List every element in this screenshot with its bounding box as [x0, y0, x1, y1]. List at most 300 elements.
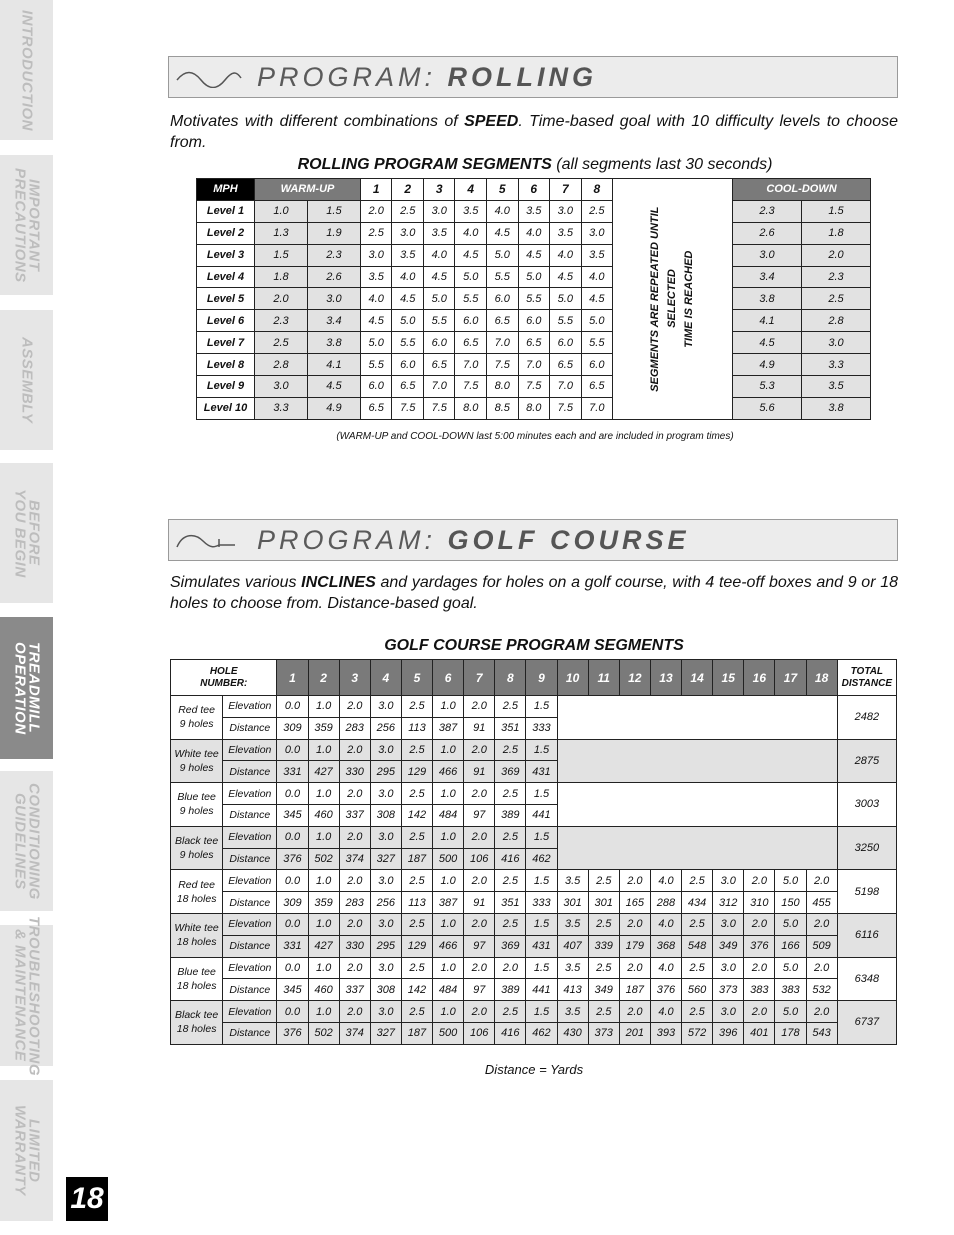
warmup-value: 1.5 — [255, 244, 308, 266]
distance-value: 572 — [682, 1022, 713, 1044]
segment-value: 4.5 — [487, 222, 519, 244]
warmup-value: 3.8 — [307, 332, 360, 354]
elevation-value: 2.5 — [401, 739, 432, 761]
elevation-value: 1.5 — [526, 826, 557, 848]
sidebar-tab-label: CONDITIONING GUIDELINES — [11, 782, 43, 900]
warmup-value: 3.0 — [307, 288, 360, 310]
elevation-value: 2.5 — [495, 1001, 526, 1023]
distance-value: 427 — [308, 935, 339, 957]
elevation-value: 2.5 — [588, 913, 619, 935]
elevation-value: 1.5 — [526, 783, 557, 805]
distance-value: 309 — [277, 717, 308, 739]
segment-value: 6.0 — [392, 354, 424, 376]
distance-value: 283 — [339, 892, 370, 914]
elevation-value: 0.0 — [277, 913, 308, 935]
sidebar-tab-label: INTRODUCTION — [18, 9, 36, 131]
tee-label: Blue tee 18 holes — [171, 957, 223, 1001]
elevation-value: 2.5 — [401, 783, 432, 805]
segment-value: 5.5 — [423, 310, 455, 332]
distance-value: 97 — [464, 935, 495, 957]
repeat-note: SEGMENTS ARE REPEATED UNTIL SELECTED TIME IS REACHED — [649, 206, 696, 392]
page-number: 18 — [66, 1177, 108, 1221]
distance-value: 383 — [775, 979, 806, 1001]
distance-value: 187 — [401, 1022, 432, 1044]
segment-value: 7.0 — [518, 354, 550, 376]
segment-value: 5.5 — [581, 332, 613, 354]
elevation-value: 2.5 — [682, 1001, 713, 1023]
segment-value: 7.5 — [518, 376, 550, 398]
elevation-value: 2.0 — [464, 783, 495, 805]
level-label: Level 5 — [197, 288, 255, 310]
distance-value: 387 — [433, 717, 464, 739]
table-row — [197, 354, 871, 376]
elevation-value: 1.0 — [433, 826, 464, 848]
distance-value: 502 — [308, 848, 339, 870]
rolling-table-title: ROLLING PROGRAM SEGMENTS (all segments last 30 seconds) — [297, 156, 773, 173]
elevation-value: 2.5 — [401, 696, 432, 718]
segment-value: 4.0 — [392, 266, 424, 288]
segment-value: 3.5 — [455, 200, 487, 222]
elevation-value: 1.0 — [308, 913, 339, 935]
elevation-value: 4.0 — [650, 870, 681, 892]
warmup-value: 3.4 — [307, 310, 360, 332]
distance-value: 369 — [495, 935, 526, 957]
distance-value: 309 — [277, 892, 308, 914]
distance-value: 345 — [277, 804, 308, 826]
elevation-value: 2.5 — [682, 957, 713, 979]
elevation-value: 3.0 — [370, 696, 401, 718]
elevation-value: 1.5 — [526, 739, 557, 761]
distance-value: 256 — [370, 717, 401, 739]
elevation-value: 1.0 — [308, 1001, 339, 1023]
elevation-value: 4.0 — [650, 913, 681, 935]
distance-value: 359 — [308, 717, 339, 739]
distance-value: 376 — [277, 1022, 308, 1044]
distance-value: 310 — [744, 892, 775, 914]
segment-value: 7.5 — [487, 354, 519, 376]
segment-header: 4 — [455, 179, 487, 201]
total-distance: 5198 — [837, 870, 896, 914]
tee-label: White tee 18 holes — [171, 913, 223, 957]
distance-value: 327 — [370, 848, 401, 870]
distance-value: 113 — [401, 717, 432, 739]
sidebar-tab[interactable] — [0, 617, 53, 759]
rolling-wave-icon — [175, 66, 243, 88]
distance-value: 427 — [308, 761, 339, 783]
mph-header: MPH — [197, 179, 255, 201]
cooldown-value: 2.6 — [733, 222, 802, 244]
distance-value: 374 — [339, 848, 370, 870]
distance-value: 349 — [588, 979, 619, 1001]
cooldown-value: 4.1 — [733, 310, 802, 332]
distance-value: 308 — [370, 979, 401, 1001]
warmup-value: 1.8 — [255, 266, 308, 288]
sidebar-tab[interactable] — [0, 0, 53, 140]
segment-header: 6 — [518, 179, 550, 201]
sidebar-tab-label: TREADMILL OPERATION — [11, 641, 43, 735]
distance-value: 333 — [526, 717, 557, 739]
hole-number-header: HOLE NUMBER: — [171, 660, 277, 696]
sidebar-tab-label: BEFORE YOU BEGIN — [11, 488, 43, 578]
hole-header: 5 — [401, 660, 432, 696]
segment-value: 6.5 — [423, 354, 455, 376]
golf-footnote: Distance = Yards — [484, 1062, 584, 1077]
segment-value: 4.0 — [360, 288, 392, 310]
elevation-value: 2.5 — [588, 870, 619, 892]
elevation-value: 1.5 — [526, 696, 557, 718]
elevation-value: 2.0 — [619, 957, 650, 979]
repeat-note-cell — [613, 179, 733, 420]
empty-cell — [557, 826, 837, 870]
cooldown-value: 3.0 — [733, 244, 802, 266]
segment-value: 4.5 — [423, 266, 455, 288]
cooldown-value: 1.8 — [801, 222, 870, 244]
segment-value: 8.0 — [455, 397, 487, 419]
elevation-value: 4.0 — [650, 1001, 681, 1023]
distance-value: 376 — [650, 979, 681, 1001]
segment-value: 4.0 — [581, 266, 613, 288]
level-label: Level 1 — [197, 200, 255, 222]
level-label: Level 3 — [197, 244, 255, 266]
hole-header: 9 — [526, 660, 557, 696]
level-label: Level 9 — [197, 376, 255, 398]
segment-value: 6.0 — [423, 332, 455, 354]
distance-value: 389 — [495, 979, 526, 1001]
elevation-value: 1.5 — [526, 957, 557, 979]
elevation-value: 2.0 — [339, 1001, 370, 1023]
distance-value: 106 — [464, 1022, 495, 1044]
cooldown-value: 2.8 — [801, 310, 870, 332]
elevation-value: 2.5 — [682, 913, 713, 935]
segment-value: 3.5 — [392, 244, 424, 266]
distance-value: 312 — [713, 892, 744, 914]
elevation-value: 1.0 — [308, 826, 339, 848]
sidebar-tab[interactable] — [0, 155, 53, 295]
rolling-footnote: (WARM-UP and COOL-DOWN last 5:00 minutes each and are included in program times) — [336, 431, 734, 442]
warmup-value: 2.8 — [255, 354, 308, 376]
hole-header: 17 — [775, 660, 806, 696]
segment-value: 6.5 — [360, 397, 392, 419]
segment-value: 6.0 — [581, 354, 613, 376]
segment-value: 2.5 — [360, 222, 392, 244]
distance-value: 113 — [401, 892, 432, 914]
distance-value: 389 — [495, 804, 526, 826]
warmup-value: 1.9 — [307, 222, 360, 244]
tee-label: White tee 9 holes — [171, 739, 223, 783]
distance-value: 416 — [495, 848, 526, 870]
distance-value: 339 — [588, 935, 619, 957]
segment-value: 3.5 — [423, 222, 455, 244]
elevation-value: 2.0 — [464, 739, 495, 761]
elevation-value: 2.0 — [464, 870, 495, 892]
sidebar-tab-label: ASSEMBLY — [18, 336, 36, 424]
cooldown-value: 3.8 — [801, 397, 870, 419]
table-row — [171, 979, 897, 1001]
cooldown-value: 3.0 — [801, 332, 870, 354]
table-row — [197, 266, 871, 288]
elevation-value: 2.5 — [401, 913, 432, 935]
distance-value: 462 — [526, 848, 557, 870]
warmup-value: 2.5 — [255, 332, 308, 354]
elevation-value: 2.0 — [619, 1001, 650, 1023]
segment-header: 2 — [392, 179, 424, 201]
table-row — [171, 1022, 897, 1044]
elevation-value: 2.0 — [464, 1001, 495, 1023]
distance-value: 359 — [308, 892, 339, 914]
elevation-label: Elevation — [223, 783, 277, 805]
elevation-value: 2.5 — [495, 696, 526, 718]
elevation-value: 5.0 — [775, 913, 806, 935]
elevation-value: 2.0 — [339, 870, 370, 892]
hole-header: 13 — [650, 660, 681, 696]
distance-value: 178 — [775, 1022, 806, 1044]
warmup-value: 3.0 — [255, 376, 308, 398]
hole-header: 11 — [588, 660, 619, 696]
hole-header: 1 — [277, 660, 308, 696]
segment-value: 4.5 — [581, 288, 613, 310]
segment-value: 7.0 — [423, 376, 455, 398]
elevation-value: 2.0 — [806, 870, 837, 892]
elevation-value: 2.0 — [339, 783, 370, 805]
distance-value: 187 — [401, 848, 432, 870]
elevation-value: 1.5 — [526, 870, 557, 892]
segment-value: 2.0 — [360, 200, 392, 222]
hole-header: 15 — [713, 660, 744, 696]
sidebar-tab[interactable] — [0, 771, 53, 911]
warmup-value: 4.5 — [307, 376, 360, 398]
distance-value: 288 — [650, 892, 681, 914]
warmup-value: 4.9 — [307, 397, 360, 419]
distance-value: 301 — [588, 892, 619, 914]
table-row — [171, 892, 897, 914]
segment-value: 5.5 — [455, 288, 487, 310]
distance-value: 97 — [464, 804, 495, 826]
elevation-value: 0.0 — [277, 783, 308, 805]
distance-value: 165 — [619, 892, 650, 914]
segment-value: 4.5 — [518, 244, 550, 266]
segment-value: 6.5 — [487, 310, 519, 332]
distance-value: 91 — [464, 892, 495, 914]
segment-value: 3.0 — [581, 222, 613, 244]
empty-cell — [557, 696, 837, 740]
distance-value: 374 — [339, 1022, 370, 1044]
distance-value: 150 — [775, 892, 806, 914]
elevation-value: 2.0 — [464, 957, 495, 979]
hole-header: 7 — [464, 660, 495, 696]
distance-value: 337 — [339, 804, 370, 826]
distance-value: 548 — [682, 935, 713, 957]
sidebar-tab[interactable] — [0, 1080, 53, 1221]
segment-value: 5.0 — [423, 288, 455, 310]
cooldown-value: 5.6 — [733, 397, 802, 419]
hole-header: 18 — [806, 660, 837, 696]
distance-value: 430 — [557, 1022, 588, 1044]
golf-description: Simulates various INCLINES and yardages for holes on a golf course, with 4 tee-off boxes and 9 or 18 holes to choose from. Distance-based goal. — [170, 574, 899, 612]
segment-value: 3.5 — [360, 266, 392, 288]
elevation-value: 3.5 — [557, 870, 588, 892]
distance-value: 166 — [775, 935, 806, 957]
elevation-value: 1.0 — [308, 957, 339, 979]
elevation-value: 0.0 — [277, 1001, 308, 1023]
distance-value: 434 — [682, 892, 713, 914]
cooldown-value: 3.8 — [733, 288, 802, 310]
distance-value: 441 — [526, 979, 557, 1001]
distance-value: 349 — [713, 935, 744, 957]
hole-header: 4 — [370, 660, 401, 696]
distance-value: 484 — [433, 804, 464, 826]
cooldown-value: 2.5 — [801, 288, 870, 310]
tee-label: Black tee 9 holes — [171, 826, 223, 870]
cooldown-header: COOL-DOWN — [733, 179, 871, 201]
table-row — [197, 397, 871, 419]
elevation-value: 3.5 — [557, 913, 588, 935]
cooldown-value: 4.5 — [733, 332, 802, 354]
table-row — [197, 222, 871, 244]
elevation-value: 2.0 — [806, 957, 837, 979]
segment-value: 6.0 — [518, 310, 550, 332]
elevation-label: Elevation — [223, 957, 277, 979]
warmup-value: 1.3 — [255, 222, 308, 244]
elevation-value: 2.5 — [588, 957, 619, 979]
table-header-row — [197, 179, 871, 201]
golf-table — [170, 659, 897, 1045]
segment-value: 3.5 — [550, 222, 582, 244]
elevation-value: 3.0 — [370, 913, 401, 935]
table-row — [171, 1001, 897, 1023]
total-distance: 3003 — [837, 783, 896, 827]
warmup-value: 2.6 — [307, 266, 360, 288]
elevation-value: 3.0 — [713, 913, 744, 935]
distance-label: Distance — [223, 892, 277, 914]
segment-value: 8.0 — [518, 397, 550, 419]
elevation-value: 3.0 — [370, 957, 401, 979]
distance-value: 383 — [744, 979, 775, 1001]
segment-value: 5.5 — [518, 288, 550, 310]
segment-value: 4.5 — [455, 244, 487, 266]
sidebar-tab[interactable] — [0, 915, 53, 1076]
total-distance: 6116 — [837, 913, 896, 957]
distance-value: 407 — [557, 935, 588, 957]
total-distance: 2482 — [837, 696, 896, 740]
elevation-value: 3.0 — [713, 957, 744, 979]
distance-value: 256 — [370, 892, 401, 914]
elevation-value: 2.5 — [495, 826, 526, 848]
hole-header: 2 — [308, 660, 339, 696]
cooldown-value: 3.4 — [733, 266, 802, 288]
distance-value: 500 — [433, 848, 464, 870]
distance-value: 187 — [619, 979, 650, 1001]
elevation-value: 1.0 — [433, 783, 464, 805]
table-row — [171, 913, 897, 935]
elevation-label: Elevation — [223, 826, 277, 848]
total-distance: 6737 — [837, 1001, 896, 1045]
cooldown-value: 3.5 — [801, 376, 870, 398]
segment-value: 7.0 — [581, 397, 613, 419]
elevation-value: 2.0 — [464, 696, 495, 718]
segment-value: 5.0 — [392, 310, 424, 332]
segment-value: 3.5 — [581, 244, 613, 266]
elevation-value: 0.0 — [277, 826, 308, 848]
sidebar-tab[interactable] — [0, 310, 53, 450]
elevation-value: 1.0 — [433, 739, 464, 761]
distance-value: 455 — [806, 892, 837, 914]
segment-value: 5.0 — [455, 266, 487, 288]
distance-value: 129 — [401, 761, 432, 783]
segment-value: 6.5 — [550, 354, 582, 376]
level-label: Level 7 — [197, 332, 255, 354]
distance-value: 373 — [588, 1022, 619, 1044]
golf-hill-icon — [175, 529, 243, 551]
distance-value: 376 — [744, 935, 775, 957]
sidebar-tab[interactable] — [0, 463, 53, 603]
distance-value: 295 — [370, 761, 401, 783]
distance-label: Distance — [223, 1022, 277, 1044]
warmup-value: 2.3 — [255, 310, 308, 332]
elevation-value: 1.0 — [308, 696, 339, 718]
segment-value: 7.5 — [392, 397, 424, 419]
segment-value: 7.0 — [455, 354, 487, 376]
distance-value: 368 — [650, 935, 681, 957]
hole-header: 10 — [557, 660, 588, 696]
distance-value: 106 — [464, 848, 495, 870]
distance-value: 484 — [433, 979, 464, 1001]
distance-value: 416 — [495, 1022, 526, 1044]
rolling-description: Motivates with different combinations of SPEED. Time-based goal with 10 difficulty levels to choose from. — [170, 113, 899, 151]
table-row — [171, 957, 897, 979]
cooldown-value: 4.9 — [733, 354, 802, 376]
elevation-label: Elevation — [223, 739, 277, 761]
elevation-value: 3.0 — [370, 870, 401, 892]
table-row — [171, 870, 897, 892]
distance-value: 373 — [713, 979, 744, 1001]
segment-value: 5.0 — [581, 310, 613, 332]
segment-value: 3.0 — [392, 222, 424, 244]
distance-value: 560 — [682, 979, 713, 1001]
rolling-header — [168, 56, 898, 98]
elevation-value: 2.0 — [339, 957, 370, 979]
elevation-value: 1.0 — [433, 913, 464, 935]
table-header-row — [171, 660, 897, 696]
empty-cell — [557, 739, 837, 783]
segment-header: 8 — [581, 179, 613, 201]
elevation-value: 2.0 — [744, 870, 775, 892]
elevation-value: 3.0 — [370, 739, 401, 761]
table-row — [171, 826, 897, 848]
segment-value: 3.0 — [550, 200, 582, 222]
elevation-value: 2.5 — [682, 870, 713, 892]
segment-value: 6.0 — [455, 310, 487, 332]
cooldown-value: 2.3 — [733, 200, 802, 222]
level-label: Level 2 — [197, 222, 255, 244]
elevation-value: 2.0 — [464, 913, 495, 935]
distance-value: 331 — [277, 761, 308, 783]
segment-value: 5.5 — [487, 266, 519, 288]
distance-value: 97 — [464, 979, 495, 1001]
table-row — [171, 696, 897, 718]
hole-header: 12 — [619, 660, 650, 696]
elevation-value: 2.5 — [495, 913, 526, 935]
segment-header: 3 — [423, 179, 455, 201]
cooldown-value: 1.5 — [801, 200, 870, 222]
hole-header: 3 — [339, 660, 370, 696]
elevation-value: 2.5 — [495, 783, 526, 805]
elevation-label: Elevation — [223, 913, 277, 935]
table-row — [197, 376, 871, 398]
tee-label: Red tee 18 holes — [171, 870, 223, 914]
hole-header: 14 — [682, 660, 713, 696]
elevation-value: 2.0 — [339, 913, 370, 935]
elevation-value: 1.0 — [433, 957, 464, 979]
